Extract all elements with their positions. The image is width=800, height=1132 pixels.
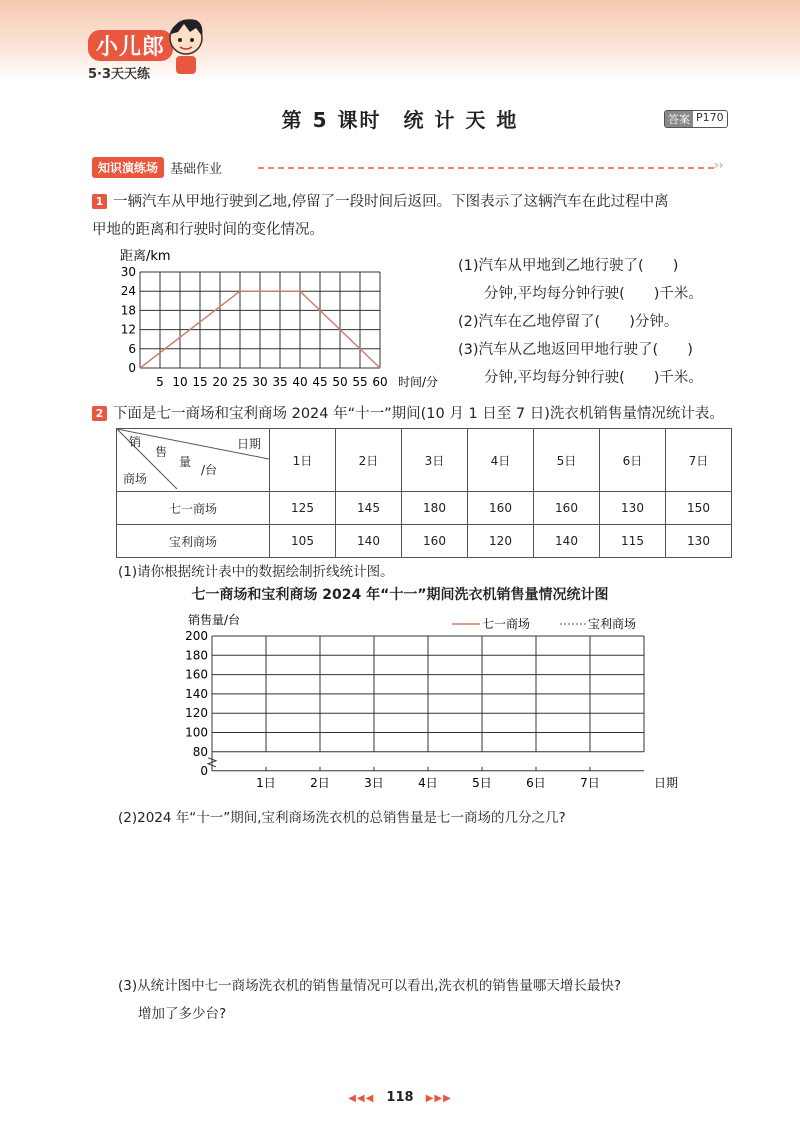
day-header: 3日	[402, 429, 468, 492]
chart2-xtick-label: 5日	[472, 775, 492, 790]
chart2-ytick-label: 140	[185, 686, 208, 701]
page-footer	[0, 1090, 800, 1105]
table-cell: 130	[666, 525, 732, 558]
corner-date-label: 日期	[236, 437, 261, 451]
table-cell: 180	[402, 492, 468, 525]
axis-break-mark	[208, 758, 216, 767]
day-header: 4日	[468, 429, 534, 492]
question-2-number: 2	[92, 406, 107, 421]
legend-item-qiyi: 七一商场	[482, 617, 531, 631]
table-corner-cell	[117, 429, 270, 492]
chart2-ytick-label: 200	[185, 629, 208, 643]
chart2-xtick-label: 1日	[256, 775, 276, 790]
logo-sub-text: 5·3天天练	[88, 67, 151, 82]
chart1-xtick-label: 10	[172, 375, 188, 389]
chart2-ytick-label: 180	[185, 648, 208, 663]
chart1-ytick-label: 12	[120, 322, 136, 337]
corner-store-label: 商场	[123, 472, 148, 486]
chart1-xtick-label: 20	[212, 375, 228, 389]
chart1-ytick-label: 24	[120, 284, 136, 299]
section-divider	[258, 167, 714, 169]
corner-qty-3: 量	[179, 455, 192, 469]
footer-left-arrows: ◀◀◀	[348, 1093, 375, 1104]
chart1-xtick-label: 5	[156, 375, 164, 389]
question-2-text: 下面是七一商场和宝利商场 2024 年“十一”期间(10 月 1 日至 7 日)洗衣机销售量情况统计表。	[113, 406, 724, 422]
table-cell: 140	[336, 525, 402, 558]
chart1-ylabel: 距离/km	[120, 249, 171, 264]
table-row	[117, 492, 732, 525]
day-header: 2日	[336, 429, 402, 492]
footer-right-arrows: ▶▶▶	[425, 1093, 452, 1104]
chart2-legend	[452, 616, 636, 631]
table-cell: 125	[270, 492, 336, 525]
question-1-number: 1	[92, 194, 107, 209]
section-name: 基础作业	[170, 161, 223, 177]
q1-sub3-line2: 分钟,平均每分钟行驶( )千米。	[484, 370, 703, 386]
q1-sub1-line1: (1)汽车从甲地到乙地行驶了( )	[458, 258, 679, 274]
logo-main-text: 小儿郎	[88, 30, 173, 61]
chart2-xlabel: 日期	[654, 775, 679, 790]
store-name: 宝利商场	[117, 525, 270, 558]
chart2-xtick-label: 4日	[418, 775, 438, 790]
answer-page: P170	[696, 111, 724, 124]
q1-sub3-line1: (3)汽车从乙地返回甲地行驶了( )	[458, 342, 693, 358]
table-header-row	[117, 429, 732, 492]
table-row	[117, 525, 732, 558]
chart1-xtick-label: 40	[292, 375, 308, 389]
table-cell: 105	[270, 525, 336, 558]
chart1-xlabel: 时间/分	[398, 375, 439, 389]
table-cell: 130	[600, 492, 666, 525]
q1-sub2: (2)汽车在乙地停留了( )分钟。	[458, 314, 679, 330]
legend-item-baoli: 宝利商场	[588, 617, 637, 631]
table-cell: 140	[534, 525, 600, 558]
distance-time-chart	[110, 244, 450, 394]
chart1-xtick-label: 60	[372, 375, 388, 389]
chart2-ytick-label: 100	[185, 725, 208, 740]
day-header: 6日	[600, 429, 666, 492]
question-1-text-line1: 一辆汽车从甲地行驶到乙地,停留了一段时间后返回。下图表示了这辆汽车在此过程中离	[113, 194, 669, 210]
answer-key-label: 答案	[665, 111, 693, 127]
corner-qty-2: 售	[155, 445, 168, 459]
mascot-icon	[166, 14, 206, 78]
section-header	[92, 156, 222, 178]
chart1-xtick-label: 55	[352, 375, 368, 389]
chart1-xtick-label: 25	[232, 375, 248, 389]
question-1-subquestions	[458, 252, 703, 392]
q2-sub1: (1)请你根据统计表中的数据绘制折线统计图。	[118, 564, 394, 580]
question-1-text-line2: 甲地的距离和行驶时间的变化情况。	[92, 222, 324, 238]
question-1	[92, 188, 732, 244]
chart1-xtick-label: 45	[312, 375, 328, 389]
page-number: 118	[386, 1090, 414, 1105]
chart1-xtick-label: 35	[272, 375, 288, 389]
table-cell: 115	[600, 525, 666, 558]
sales-line-chart-grid	[180, 604, 680, 794]
table-cell: 160	[534, 492, 600, 525]
table-cell: 150	[666, 492, 732, 525]
corner-qty-1: 销	[129, 435, 142, 449]
chart2-ytick-label: 80	[192, 744, 208, 759]
chart1-ytick-label: 30	[120, 265, 136, 279]
section-badge: 知识演练场	[92, 157, 164, 178]
chart1-xtick-label: 30	[252, 375, 268, 389]
table-cell: 145	[336, 492, 402, 525]
chart2-ytick-label: 120	[185, 706, 208, 721]
q2-sub2: (2)2024 年“十一”期间,宝利商场洗衣机的总销售量是七一商场的几分之几?	[118, 810, 566, 826]
q2-sub3-line1: (3)从统计图中七一商场洗衣机的销售量情况可以看出,洗衣机的销售量哪天增长最快?	[118, 978, 622, 994]
chart2-ylabel: 销售量/台	[188, 613, 241, 627]
corner-qty-4: /台	[201, 463, 218, 477]
chart2-ytick-label: 160	[185, 667, 208, 682]
day-header: 7日	[666, 429, 732, 492]
q2-sub3-line2: 增加了多少台?	[138, 1006, 227, 1022]
lesson-title: 第 5 课时 统 计 天 地	[281, 108, 519, 132]
chart2-title: 七一商场和宝利商场 2024 年“十一”期间洗衣机销售量情况统计图	[191, 587, 609, 603]
q1-sub1-line2: 分钟,平均每分钟行驶( )千米。	[484, 286, 703, 302]
chart1-ytick-label: 18	[120, 303, 136, 318]
q2-sub3	[118, 972, 621, 1028]
chart2-ytick-label: 0	[200, 763, 208, 778]
sales-table	[116, 428, 732, 558]
table-cell: 160	[402, 525, 468, 558]
question-2	[92, 402, 724, 423]
day-header: 1日	[270, 429, 336, 492]
store-name: 七一商场	[117, 492, 270, 525]
brand-logo	[88, 30, 173, 82]
section-arrows: ››	[714, 158, 724, 172]
chart1-xtick-label: 50	[332, 375, 348, 389]
answer-reference	[664, 110, 728, 128]
chart2-xtick-label: 3日	[364, 775, 384, 790]
chart2-xtick-label: 7日	[580, 775, 600, 790]
chart2-xtick-label: 2日	[310, 775, 330, 790]
day-header: 5日	[534, 429, 600, 492]
chart1-ytick-label: 6	[128, 341, 136, 356]
table-cell: 120	[468, 525, 534, 558]
chart1-ytick-label: 0	[128, 361, 136, 375]
chart2-xtick-label: 6日	[526, 775, 546, 790]
chart1-xtick-label: 15	[192, 375, 208, 389]
table-cell: 160	[468, 492, 534, 525]
